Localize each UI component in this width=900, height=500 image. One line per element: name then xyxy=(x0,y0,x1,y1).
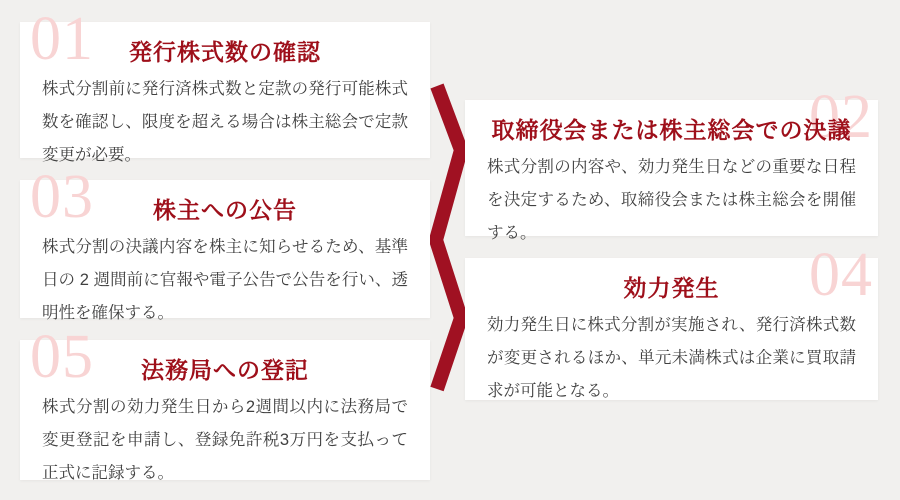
step-description-5: 株式分割の効力発生日から2週間以内に法務局で変更登記を申請し、登録免許税3万円を支払って正式に記録する。 xyxy=(42,398,408,482)
step-title-4: 効力発生 xyxy=(623,276,720,301)
step-number-5: 05 xyxy=(30,323,94,391)
step-title-3: 株主への公告 xyxy=(153,198,297,223)
step-card-2 xyxy=(465,83,878,242)
step-description-2: 株式分割の内容や、効力発生日などの重要な日程を決定するため、取締役会または株主総会を開催する。 xyxy=(487,158,856,242)
step-title-1: 発行株式数の確認 xyxy=(129,40,321,65)
step-description-3: 株式分割の決議内容を株主に知らせるため、基準日の 2 週間前に官報や電子公告で公告を行い、透明性を確保する。 xyxy=(42,238,408,322)
step-card-5 xyxy=(20,323,430,482)
step-number-4: 04 xyxy=(809,241,873,309)
step-title-5: 法務局への登記 xyxy=(141,358,309,383)
step-number-1: 01 xyxy=(30,5,94,73)
step-card-1 xyxy=(20,5,430,164)
step-card-4 xyxy=(465,241,878,400)
step-description-4: 効力発生日に株式分割が実施され、発行済株式数が変更されるほか、単元未満株式は企業に買取請求が可能となる。 xyxy=(487,316,856,400)
step-title-2: 取締役会または株主総会での決議 xyxy=(491,118,852,143)
step-number-2: 02 xyxy=(809,83,873,151)
step-description-1: 株式分割前に発行済株式数と定款の発行可能株式数を確認し、限度を超える場合は株主総会で定款変更が必要。 xyxy=(42,80,408,164)
step-number-3: 03 xyxy=(30,163,94,231)
step-card-3 xyxy=(20,163,430,322)
zigzag-polyline xyxy=(436,86,461,389)
